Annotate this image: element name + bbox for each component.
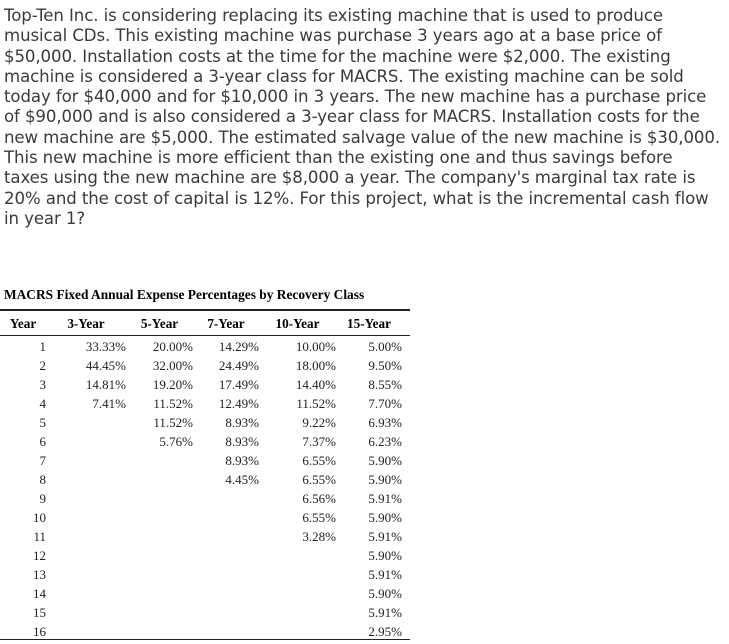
cell-15-year: 5.90% <box>368 547 402 563</box>
cell-10-year <box>259 584 336 603</box>
cell-7-year: 14.29% <box>218 338 259 354</box>
cell-5-year <box>126 622 193 641</box>
cell-5-year <box>126 489 193 508</box>
cell-15-year: 7.70% <box>368 395 402 411</box>
col-header-10-year: 10-Year <box>275 316 320 331</box>
cell-15-year: 5.90% <box>368 471 402 487</box>
cell-15-year: 5.90% <box>368 452 402 468</box>
cell-3-year: 44.45% <box>85 357 126 373</box>
table-row <box>0 565 402 584</box>
cell-15-year: 5.91% <box>368 566 402 582</box>
cell-5-year <box>126 546 193 565</box>
cell-year: 7 <box>39 452 46 468</box>
table-row <box>0 375 402 394</box>
cell-year: 8 <box>39 471 46 487</box>
cell-3-year <box>46 508 126 527</box>
col-header-5-year: 5-Year <box>140 316 179 331</box>
cell-3-year <box>46 527 126 546</box>
cell-15-year: 5.91% <box>368 604 402 620</box>
cell-7-year: 8.93% <box>225 452 259 468</box>
cell-year: 10 <box>33 509 46 525</box>
cell-10-year <box>259 565 336 584</box>
cell-3-year: 7.41% <box>92 395 126 411</box>
cell-3-year <box>46 603 126 622</box>
cell-7-year: 8.93% <box>225 433 259 449</box>
table-row <box>0 451 402 470</box>
cell-5-year <box>126 565 193 584</box>
cell-3-year <box>46 432 126 451</box>
cell-7-year <box>193 546 259 565</box>
cell-year: 4 <box>39 395 46 411</box>
cell-15-year: 8.55% <box>368 376 402 392</box>
cell-year: 12 <box>33 547 46 563</box>
cell-15-year: 5.00% <box>368 338 402 354</box>
cell-15-year: 6.93% <box>368 414 402 430</box>
table-title: MACRS Fixed Annual Expense Percentages by Recovery Class <box>4 287 365 302</box>
cell-10-year: 6.56% <box>302 490 336 506</box>
cell-year: 14 <box>33 585 46 601</box>
cell-10-year: 6.55% <box>302 509 336 525</box>
cell-5-year <box>126 603 193 622</box>
col-header-year: Year <box>9 316 37 331</box>
table-row <box>0 470 402 489</box>
cell-3-year <box>46 470 126 489</box>
cell-3-year <box>46 413 126 432</box>
cell-7-year <box>193 622 259 641</box>
cell-5-year <box>126 451 193 470</box>
cell-5-year: 5.76% <box>159 433 193 449</box>
cell-year: 9 <box>39 490 46 506</box>
cell-7-year: 24.49% <box>218 357 259 373</box>
cell-3-year: 33.33% <box>85 338 126 354</box>
question-text: Top-Ten Inc. is considering replacing its existing machine that is used to produce musical CDs. This existing machine was purchase 3 years ago at a base price of $50,000. Installation costs at the time for the machine were $2,000. The existing machine is considered a 3-year class for MACRS. The existing machine can be sold today for $40,000 and for $10,000 in 3 years. The new machine has a purchase price of $90,000 and is also considered a 3-year class for MACRS. Installation costs for the new machine are $5,000. The estimated salvage value of the new machine is $30,000. This new machine is more efficient than the existing one and thus savings before taxes using the new machine are $8,000 a year. The company's marginal tax rate is 20% and the cost of capital is 12%. For this project, what is the incremental cash flow in year 1? <box>4 6 721 228</box>
table-row <box>0 432 402 451</box>
table-row <box>0 413 402 432</box>
cell-5-year: 20.00% <box>152 338 193 354</box>
cell-10-year: 10.00% <box>295 338 336 354</box>
cell-15-year: 5.91% <box>368 528 402 544</box>
cell-7-year <box>193 489 259 508</box>
cell-10-year <box>259 622 336 641</box>
cell-5-year: 11.52% <box>153 395 193 411</box>
cell-15-year: 5.91% <box>368 490 402 506</box>
cell-15-year: 2.95% <box>368 623 402 639</box>
cell-7-year <box>193 603 259 622</box>
col-header-3-year: 3-Year <box>67 316 105 331</box>
macrs-table <box>0 313 402 641</box>
cell-5-year <box>126 527 193 546</box>
cell-5-year: 19.20% <box>152 376 193 392</box>
cell-10-year: 6.55% <box>302 471 336 487</box>
cell-15-year: 5.90% <box>368 585 402 601</box>
cell-year: 1 <box>39 338 46 354</box>
cell-10-year: 18.00% <box>295 357 336 373</box>
col-header-7-year: 7-Year <box>207 316 245 331</box>
cell-5-year: 11.52% <box>153 414 193 430</box>
table-row <box>0 584 402 603</box>
cell-10-year <box>259 546 336 565</box>
cell-10-year: 6.55% <box>302 452 336 468</box>
table-header-row <box>0 313 402 335</box>
table-top-rule <box>0 309 410 311</box>
cell-year: 15 <box>33 604 46 620</box>
cell-7-year: 4.45% <box>225 471 259 487</box>
table-row <box>0 489 402 508</box>
table-row <box>0 622 402 641</box>
cell-3-year: 14.81% <box>85 376 126 392</box>
cell-7-year <box>193 565 259 584</box>
cell-10-year <box>259 603 336 622</box>
cell-year: 5 <box>39 414 46 430</box>
table-row <box>0 335 402 356</box>
cell-5-year <box>126 508 193 527</box>
cell-year: 6 <box>39 433 46 449</box>
cell-7-year: 17.49% <box>218 376 259 392</box>
cell-7-year <box>193 527 259 546</box>
cell-3-year <box>46 546 126 565</box>
table-row <box>0 603 402 622</box>
cell-5-year: 32.00% <box>152 357 193 373</box>
table-row <box>0 527 402 546</box>
cell-year: 2 <box>39 357 46 373</box>
cell-7-year: 12.49% <box>218 395 259 411</box>
cell-7-year <box>193 584 259 603</box>
cell-10-year: 14.40% <box>295 376 336 392</box>
cell-15-year: 6.23% <box>368 433 402 449</box>
cell-year: 3 <box>39 376 46 392</box>
cell-15-year: 9.50% <box>368 357 402 373</box>
cell-5-year <box>126 584 193 603</box>
cell-7-year <box>193 508 259 527</box>
cell-3-year <box>46 451 126 470</box>
cell-year: 11 <box>33 528 46 544</box>
table-body <box>0 335 402 641</box>
table-row <box>0 394 402 413</box>
cell-7-year: 8.93% <box>225 414 259 430</box>
col-header-15-year: 15-Year <box>347 316 391 331</box>
cell-3-year <box>46 489 126 508</box>
cell-3-year <box>46 565 126 584</box>
cell-year: 13 <box>33 566 46 582</box>
cell-year: 16 <box>33 623 46 639</box>
cell-10-year: 3.28% <box>302 528 336 544</box>
cell-10-year: 7.37% <box>302 433 336 449</box>
table-row <box>0 508 402 527</box>
cell-15-year: 5.90% <box>368 509 402 525</box>
table-row <box>0 546 402 565</box>
cell-3-year <box>46 584 126 603</box>
table-row <box>0 356 402 375</box>
cell-10-year: 9.22% <box>302 414 336 430</box>
cell-5-year <box>126 470 193 489</box>
cell-10-year: 11.52% <box>296 395 336 411</box>
cell-3-year <box>46 622 126 641</box>
